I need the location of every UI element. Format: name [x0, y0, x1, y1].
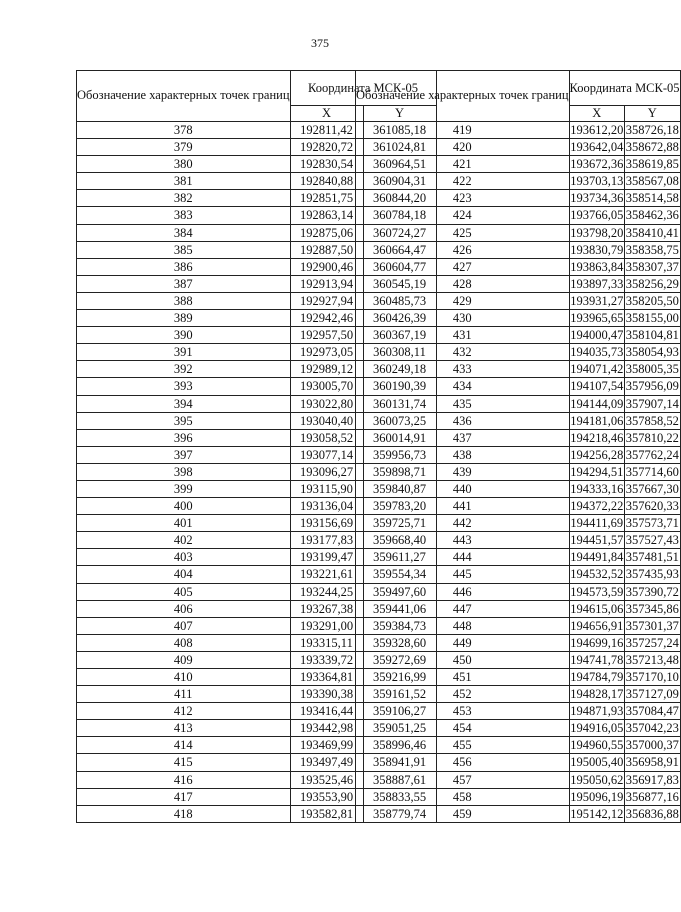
point-number-cell: 439	[356, 463, 570, 480]
y-coordinate-cell: 359956,73	[363, 446, 436, 463]
x-coordinate-cell: 192820,72	[290, 139, 363, 156]
y-coordinate-cell: 358054,93	[625, 345, 679, 360]
point-number-cell: 382	[77, 190, 291, 207]
y-coordinate-cell: 360190,39	[363, 378, 436, 395]
y-header: Y	[363, 106, 436, 122]
y-coordinate-cell: 358005,35	[625, 362, 679, 377]
table-row	[356, 566, 681, 583]
point-number-cell: 442	[356, 515, 570, 532]
y-coordinate-cell: 361024,81	[363, 139, 436, 156]
x-coordinate-cell: 193863,84	[570, 259, 624, 274]
y-coordinate-cell: 359725,71	[363, 515, 436, 532]
y-coordinate-cell: 358307,37	[625, 259, 679, 274]
x-coordinate-cell: 193497,49	[290, 754, 363, 771]
point-number-cell: 430	[356, 310, 570, 327]
point-number-cell: 384	[77, 224, 291, 241]
table-row	[356, 378, 681, 395]
y-coordinate-cell: 359441,06	[363, 600, 436, 617]
y-coordinate-cell: 360604,77	[363, 258, 436, 275]
x-coordinate-cell: 192989,12	[290, 361, 363, 378]
y-coordinate-cell: 357390,72	[625, 584, 679, 599]
x-coordinate-cell: 192811,42	[290, 122, 363, 139]
y-coordinate-cell: 358619,85	[625, 157, 679, 172]
y-coordinate-cell: 360784,18	[363, 207, 436, 224]
table-row	[356, 122, 681, 139]
y-coordinate-cell: 358514,58	[625, 191, 679, 206]
point-number-cell: 448	[356, 617, 570, 634]
y-coordinate-cell: 360485,73	[363, 292, 436, 309]
y-coordinate-cell: 359272,69	[363, 651, 436, 668]
table-row	[356, 463, 681, 480]
table-row	[356, 720, 681, 737]
x-coordinate-cell: 194916,05	[570, 721, 624, 736]
y-coordinate-cell: 359161,52	[363, 686, 436, 703]
table-row	[356, 703, 681, 720]
x-coordinate-cell: 194411,69	[570, 516, 624, 531]
point-number-cell: 399	[77, 480, 291, 497]
x-header: X	[569, 106, 625, 122]
x-coordinate-cell: 193096,27	[290, 463, 363, 480]
point-number-cell: 425	[356, 224, 570, 241]
y-coordinate-cell: 360131,74	[363, 395, 436, 412]
x-coordinate-cell: 193830,79	[570, 242, 624, 257]
x-coordinate-cell: 193291,00	[290, 617, 363, 634]
point-number-cell: 433	[356, 361, 570, 378]
x-coordinate-cell: 193965,65	[570, 311, 624, 326]
y-coordinate-cell: 358358,75	[625, 242, 679, 257]
y-coordinate-cell: 357762,24	[625, 447, 679, 462]
y-coordinate-cell: 357858,52	[625, 413, 679, 428]
y-coordinate-cell: 360545,19	[363, 275, 436, 292]
x-coordinate-cell: 193525,46	[290, 771, 363, 788]
x-coordinate-cell: 194035,73	[570, 345, 624, 360]
point-number-cell: 459	[356, 805, 570, 822]
y-coordinate-cell: 360964,51	[363, 156, 436, 173]
y-coordinate-cell: 356917,83	[625, 772, 679, 787]
table-row	[356, 190, 681, 207]
x-coordinate-cell: 192851,75	[290, 190, 363, 207]
y-coordinate-cell: 356958,91	[625, 755, 679, 770]
x-coordinate-cell: 193672,36	[570, 157, 624, 172]
point-number-cell: 455	[356, 737, 570, 754]
y-coordinate-cell: 357907,14	[625, 396, 679, 411]
y-coordinate-cell: 359898,71	[363, 463, 436, 480]
page-number: 375	[311, 36, 329, 50]
y-coordinate-cell: 358779,74	[363, 805, 436, 822]
point-number-cell: 419	[356, 122, 570, 139]
point-number-cell: 416	[77, 771, 291, 788]
y-coordinate-cell: 358256,29	[625, 276, 679, 291]
y-coordinate-cell: 359783,20	[363, 498, 436, 515]
y-coordinate-cell: 357810,22	[625, 430, 679, 445]
y-coordinate-cell: 356836,88	[625, 806, 679, 821]
y-coordinate-cell: 357170,10	[625, 670, 679, 684]
y-coordinate-cell: 360249,18	[363, 361, 436, 378]
point-number-cell: 420	[356, 139, 570, 156]
point-number-cell: 380	[77, 156, 291, 173]
point-number-cell: 409	[77, 651, 291, 668]
point-number-cell: 428	[356, 275, 570, 292]
y-coordinate-cell: 357301,37	[625, 618, 679, 633]
x-coordinate-cell: 194699,16	[570, 635, 624, 650]
coordinate-header: Координата МСК-05	[290, 71, 436, 106]
y-coordinate-cell: 358726,18	[625, 123, 679, 137]
point-number-cell: 429	[356, 292, 570, 309]
x-coordinate-cell: 194181,06	[570, 413, 624, 428]
y-coordinate-cell: 358833,55	[363, 788, 436, 805]
table-row	[356, 651, 681, 668]
table-row	[356, 737, 681, 754]
y-coordinate-cell: 358941,91	[363, 754, 436, 771]
y-coordinate-cell: 357956,09	[625, 379, 679, 394]
point-number-cell: 446	[356, 583, 570, 600]
point-number-cell: 441	[356, 498, 570, 515]
x-coordinate-cell: 194218,46	[570, 430, 624, 445]
y-coordinate-cell: 356877,16	[625, 789, 679, 804]
x-coordinate-cell: 194491,84	[570, 550, 624, 565]
table-row	[356, 600, 681, 617]
x-coordinate-cell: 195142,12	[570, 806, 624, 821]
point-number-cell: 434	[356, 378, 570, 395]
table-row	[356, 173, 681, 190]
x-coordinate-cell: 195050,62	[570, 772, 624, 787]
x-coordinate-cell: 193136,04	[290, 498, 363, 515]
point-number-cell: 391	[77, 344, 291, 361]
x-coordinate-cell: 193612,20	[570, 123, 624, 137]
point-number-cell: 397	[77, 446, 291, 463]
x-coordinate-cell: 193390,38	[290, 686, 363, 703]
table-row	[356, 634, 681, 651]
table-row	[356, 258, 681, 275]
table-row	[356, 532, 681, 549]
table-row	[356, 139, 681, 156]
point-number-cell: 385	[77, 241, 291, 258]
point-number-cell: 386	[77, 258, 291, 275]
x-coordinate-cell: 193442,98	[290, 720, 363, 737]
y-coordinate-cell: 361085,18	[363, 122, 436, 139]
x-coordinate-cell: 193156,69	[290, 515, 363, 532]
y-coordinate-cell: 360014,91	[363, 429, 436, 446]
y-coordinate-cell: 358996,46	[363, 737, 436, 754]
y-coordinate-cell: 359611,27	[363, 549, 436, 566]
x-coordinate-cell: 193798,20	[570, 225, 624, 240]
y-coordinate-cell: 357127,09	[625, 687, 679, 702]
x-coordinate-cell: 193897,33	[570, 276, 624, 291]
x-coordinate-cell: 194784,79	[570, 670, 624, 684]
table-row	[356, 224, 681, 241]
y-coordinate-cell: 358567,08	[625, 174, 679, 189]
x-coordinate-cell: 194372,22	[570, 499, 624, 514]
point-number-cell: 456	[356, 754, 570, 771]
x-coordinate-cell: 193077,14	[290, 446, 363, 463]
y-header: Y	[625, 106, 681, 122]
x-coordinate-cell: 193931,27	[570, 293, 624, 308]
point-number-cell: 454	[356, 720, 570, 737]
x-coordinate-cell: 194615,06	[570, 601, 624, 616]
point-number-cell: 447	[356, 600, 570, 617]
x-coordinate-cell: 194144,09	[570, 396, 624, 411]
x-coordinate-cell: 193642,04	[570, 140, 624, 155]
x-coordinate-cell: 194451,57	[570, 533, 624, 548]
point-number-cell: 432	[356, 344, 570, 361]
y-coordinate-cell: 359328,60	[363, 634, 436, 651]
y-coordinate-cell: 357213,48	[625, 652, 679, 667]
point-number-cell: 435	[356, 395, 570, 412]
x-coordinate-cell: 192957,50	[290, 327, 363, 344]
x-coordinate-cell: 193339,72	[290, 651, 363, 668]
point-number-cell: 407	[77, 617, 291, 634]
table-row	[356, 156, 681, 173]
x-coordinate-cell: 193040,40	[290, 412, 363, 429]
y-coordinate-cell: 359554,34	[363, 566, 436, 583]
x-coordinate-cell: 194573,59	[570, 584, 624, 599]
y-coordinate-cell: 357481,51	[625, 550, 679, 565]
point-number-cell: 424	[356, 207, 570, 224]
x-coordinate-cell: 193703,13	[570, 174, 624, 189]
x-coordinate-cell: 192887,50	[290, 241, 363, 258]
point-number-cell: 421	[356, 156, 570, 173]
x-coordinate-cell: 194656,91	[570, 618, 624, 633]
x-coordinate-cell: 195005,40	[570, 755, 624, 770]
x-coordinate-cell: 194256,28	[570, 447, 624, 462]
y-coordinate-cell: 358104,81	[625, 328, 679, 343]
x-coordinate-cell: 192973,05	[290, 344, 363, 361]
x-header: X	[290, 106, 363, 122]
point-number-cell: 398	[77, 463, 291, 480]
y-coordinate-cell: 359668,40	[363, 532, 436, 549]
point-number-cell: 381	[77, 173, 291, 190]
table-row	[356, 361, 681, 378]
point-number-cell: 457	[356, 771, 570, 788]
point-number-cell: 458	[356, 788, 570, 805]
y-coordinate-cell: 358410,41	[625, 225, 679, 240]
y-coordinate-cell: 357573,71	[625, 516, 679, 531]
point-number-cell: 406	[77, 600, 291, 617]
designation-header: Обозначение характерных точек границ	[77, 71, 291, 122]
x-coordinate-cell: 193022,80	[290, 395, 363, 412]
point-number-cell: 392	[77, 361, 291, 378]
y-coordinate-cell: 358672,88	[625, 140, 679, 155]
point-number-cell: 408	[77, 634, 291, 651]
y-coordinate-cell: 358462,36	[625, 208, 679, 223]
y-coordinate-cell: 359840,87	[363, 480, 436, 497]
point-number-cell: 437	[356, 429, 570, 446]
table-row	[356, 686, 681, 703]
y-coordinate-cell: 359216,99	[363, 669, 436, 686]
point-number-cell: 423	[356, 190, 570, 207]
x-coordinate-cell: 193734,36	[570, 191, 624, 206]
table-row	[356, 480, 681, 497]
point-number-cell: 411	[77, 686, 291, 703]
x-coordinate-cell: 192840,88	[290, 173, 363, 190]
point-number-cell: 388	[77, 292, 291, 309]
x-coordinate-cell: 193199,47	[290, 549, 363, 566]
point-number-cell: 417	[77, 788, 291, 805]
x-coordinate-cell: 193766,05	[570, 208, 624, 223]
y-coordinate-cell: 360664,47	[363, 241, 436, 258]
point-number-cell: 436	[356, 412, 570, 429]
x-coordinate-cell: 192830,54	[290, 156, 363, 173]
x-coordinate-cell: 192942,46	[290, 310, 363, 327]
y-coordinate-cell: 357042,23	[625, 721, 679, 736]
table-row	[356, 310, 681, 327]
table-row	[356, 395, 681, 412]
x-coordinate-cell: 192875,06	[290, 224, 363, 241]
table-row	[356, 669, 681, 686]
y-coordinate-cell: 357714,60	[625, 464, 679, 479]
y-coordinate-cell: 357667,30	[625, 481, 679, 496]
x-coordinate-cell: 194871,93	[570, 704, 624, 719]
x-coordinate-cell: 194000,47	[570, 328, 624, 343]
y-coordinate-cell: 359497,60	[363, 583, 436, 600]
x-coordinate-cell: 193177,83	[290, 532, 363, 549]
x-coordinate-cell: 193416,44	[290, 703, 363, 720]
point-number-cell: 440	[356, 480, 570, 497]
point-number-cell: 452	[356, 686, 570, 703]
point-number-cell: 414	[77, 737, 291, 754]
point-number-cell: 401	[77, 515, 291, 532]
y-coordinate-cell: 360426,39	[363, 310, 436, 327]
x-coordinate-cell: 194294,51	[570, 464, 624, 479]
y-coordinate-cell: 357435,93	[625, 567, 679, 582]
x-coordinate-cell: 192927,94	[290, 292, 363, 309]
point-number-cell: 426	[356, 241, 570, 258]
x-coordinate-cell: 193582,81	[290, 805, 363, 822]
y-coordinate-cell: 357620,33	[625, 499, 679, 514]
table-row	[356, 583, 681, 600]
point-number-cell: 410	[77, 669, 291, 686]
point-number-cell: 400	[77, 498, 291, 515]
x-coordinate-cell: 192900,46	[290, 258, 363, 275]
y-coordinate-cell: 357000,37	[625, 738, 679, 753]
point-number-cell: 438	[356, 446, 570, 463]
x-coordinate-cell: 193058,52	[290, 429, 363, 446]
y-coordinate-cell: 357084,47	[625, 704, 679, 719]
point-number-cell: 413	[77, 720, 291, 737]
x-coordinate-cell: 193315,11	[290, 634, 363, 651]
table-row	[356, 327, 681, 344]
point-number-cell: 451	[356, 669, 570, 686]
table-row	[356, 771, 681, 788]
point-number-cell: 405	[77, 583, 291, 600]
point-number-cell: 450	[356, 651, 570, 668]
point-number-cell: 415	[77, 754, 291, 771]
table-row	[356, 412, 681, 429]
x-coordinate-cell: 193553,90	[290, 788, 363, 805]
y-coordinate-cell: 357527,43	[625, 533, 679, 548]
table-row	[356, 754, 681, 771]
x-coordinate-cell: 194107,54	[570, 379, 624, 394]
point-number-cell: 427	[356, 258, 570, 275]
y-coordinate-cell: 359384,73	[363, 617, 436, 634]
table-row	[356, 207, 681, 224]
point-number-cell: 402	[77, 532, 291, 549]
point-number-cell: 396	[77, 429, 291, 446]
point-number-cell: 383	[77, 207, 291, 224]
x-coordinate-cell: 194960,55	[570, 738, 624, 753]
x-coordinate-cell: 194071,42	[570, 362, 624, 377]
table-row	[356, 344, 681, 361]
y-coordinate-cell: 357345,86	[625, 601, 679, 616]
y-coordinate-cell: 360073,25	[363, 412, 436, 429]
x-coordinate-cell: 193005,70	[290, 378, 363, 395]
point-number-cell: 412	[77, 703, 291, 720]
point-number-cell: 422	[356, 173, 570, 190]
point-number-cell: 387	[77, 275, 291, 292]
table-row	[356, 549, 681, 566]
point-number-cell: 404	[77, 566, 291, 583]
point-number-cell: 431	[356, 327, 570, 344]
x-coordinate-cell: 193267,38	[290, 600, 363, 617]
point-number-cell: 403	[77, 549, 291, 566]
x-coordinate-cell: 194333,16	[570, 481, 624, 496]
table-row	[356, 788, 681, 805]
x-coordinate-cell: 193221,61	[290, 566, 363, 583]
point-number-cell: 395	[77, 412, 291, 429]
coordinate-header: Координата МСК-05	[569, 71, 680, 106]
x-coordinate-cell: 193244,25	[290, 583, 363, 600]
point-number-cell: 378	[77, 122, 291, 139]
point-number-cell: 394	[77, 395, 291, 412]
table-row	[356, 498, 681, 515]
x-coordinate-cell: 193115,90	[290, 480, 363, 497]
x-coordinate-cell: 194828,17	[570, 687, 624, 702]
point-number-cell: 445	[356, 566, 570, 583]
point-number-cell: 390	[77, 327, 291, 344]
x-coordinate-cell: 193364,81	[290, 669, 363, 686]
y-coordinate-cell: 357257,24	[625, 635, 679, 650]
y-coordinate-cell: 358155,00	[625, 311, 679, 326]
table-row	[356, 617, 681, 634]
table-row	[356, 292, 681, 309]
table-row	[356, 275, 681, 292]
x-coordinate-cell: 194741,78	[570, 652, 624, 667]
point-number-cell: 449	[356, 634, 570, 651]
y-coordinate-cell: 360904,31	[363, 173, 436, 190]
point-number-cell: 418	[77, 805, 291, 822]
table-row	[356, 515, 681, 532]
x-coordinate-cell: 194532,52	[570, 567, 624, 582]
table-row	[356, 446, 681, 463]
table-row	[356, 241, 681, 258]
x-coordinate-cell: 193469,99	[290, 737, 363, 754]
designation-header: Обозначение характерных точек границ	[356, 71, 570, 122]
point-number-cell: 443	[356, 532, 570, 549]
x-coordinate-cell: 192913,94	[290, 275, 363, 292]
x-coordinate-cell: 192863,14	[290, 207, 363, 224]
x-coordinate-cell: 195096,19	[570, 789, 624, 804]
y-coordinate-cell: 358205,50	[625, 293, 679, 308]
y-coordinate-cell: 360308,11	[363, 344, 436, 361]
point-number-cell: 393	[77, 378, 291, 395]
y-coordinate-cell: 360724,27	[363, 224, 436, 241]
y-coordinate-cell: 360844,20	[363, 190, 436, 207]
table-row	[356, 429, 681, 446]
y-coordinate-cell: 358887,61	[363, 771, 436, 788]
y-coordinate-cell: 360367,19	[363, 327, 436, 344]
point-number-cell: 379	[77, 139, 291, 156]
coordinates-table-right	[355, 70, 681, 823]
point-number-cell: 453	[356, 703, 570, 720]
y-coordinate-cell: 359106,27	[363, 703, 436, 720]
point-number-cell: 389	[77, 310, 291, 327]
y-coordinate-cell: 359051,25	[363, 720, 436, 737]
point-number-cell: 444	[356, 549, 570, 566]
table-row	[356, 805, 681, 822]
